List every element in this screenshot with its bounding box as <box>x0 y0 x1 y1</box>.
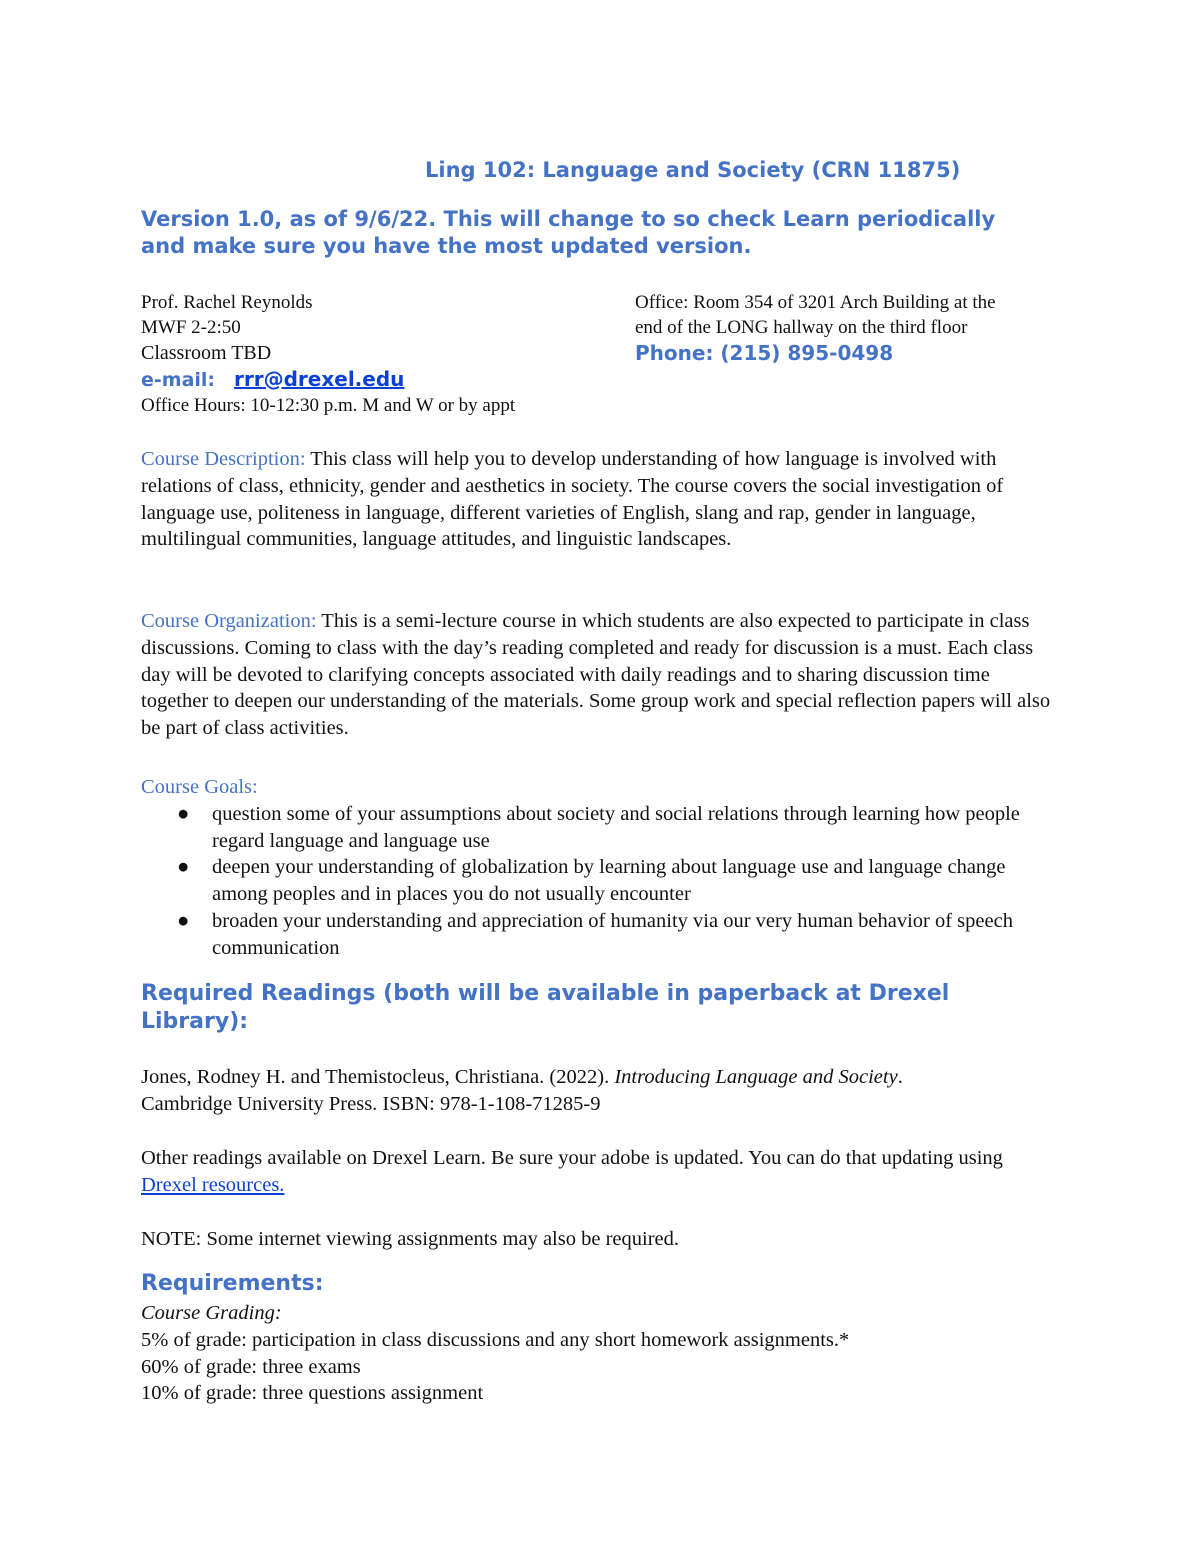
other-readings <box>141 1145 1061 1199</box>
course-description-text: This class will help you to develop understanding of how language is involved with relations of class, ethnicity, gender and aesthetics in society. The course covers the social investigation of language use, politeness in language, different varieties of English, slang and rap, gender in language, multilingual communities, language attitudes, and linguistic landscapes. <box>141 448 1004 551</box>
email-link[interactable]: rrr@drexel.edu <box>234 367 405 391</box>
course-goals <box>141 774 1061 962</box>
required-readings-heading: Required Readings (both will be available in paperback at Drexel Library): <box>141 981 950 1034</box>
grading-item: 5% of grade: participation in class discussions and any short homework assignments.* <box>141 1328 850 1351</box>
citation-authors: Jones, Rodney H. and Themistocleus, Christiana. (2022). <box>141 1066 615 1088</box>
drexel-resources-link[interactable]: Drexel resources. <box>141 1173 285 1196</box>
office-location-line1: Office: Room 354 of 3201 Arch Building at the <box>635 292 996 313</box>
course-goals-list <box>141 801 1061 962</box>
list-item: ● broaden your understanding and appreciation of humanity via our very human behavior of speech communication <box>177 909 1013 959</box>
professor-name: Prof. Rachel Reynolds <box>141 292 313 313</box>
course-description-label: Course Description: <box>141 448 306 470</box>
version-note: Version 1.0, as of 9/6/22. This will change to so check Learn periodically and make sure you have the most updated version. <box>141 207 996 258</box>
course-organization-label: Course Organization: <box>141 610 317 632</box>
office-hours: Office Hours: 10-12:30 p.m. M and W or by appt <box>141 395 516 416</box>
bullet-dot-icon: ● <box>177 909 190 932</box>
bullet-dot-icon: ● <box>177 802 190 825</box>
other-readings-text: Other readings available on Drexel Learn. Be sure your adobe is updated. You can do that updating using <box>141 1147 1003 1169</box>
citation-period: . <box>897 1066 903 1088</box>
requirements-heading: Requirements: <box>141 1271 324 1296</box>
course-grading <box>141 1300 1061 1407</box>
class-schedule: MWF 2-2:50 <box>141 317 241 338</box>
grading-item: 10% of grade: three questions assignment <box>141 1382 484 1405</box>
phone-number: Phone: (215) 895-0498 <box>635 341 894 365</box>
textbook-citation <box>141 1064 1061 1118</box>
email-label: e-mail: <box>141 369 216 391</box>
course-description <box>141 446 1061 553</box>
list-item: ● question some of your assumptions about society and social relations through learning how people regard language and language use <box>177 802 1020 852</box>
citation-publisher: Cambridge University Press. ISBN: 978-1-108-71285-9 <box>141 1092 601 1115</box>
bullet-dot-icon: ● <box>177 856 190 879</box>
citation-title: Introducing Language and Society <box>614 1066 898 1088</box>
course-goals-label: Course Goals: <box>141 776 258 798</box>
readings-note: NOTE: Some internet viewing assignments may also be required. <box>141 1228 680 1250</box>
classroom: Classroom TBD <box>141 342 272 364</box>
course-organization-text: This is a semi-lecture course in which students are also expected to participate in class discussions. Coming to class with the day’s reading completed and ready for discussion is a must. Each class day will be devoted to clarifying concepts associated with daily readings and to sharing discussion time together to deepen our understanding of the materials. Some group work and special reflection papers will also be part of class activities. <box>141 610 1051 740</box>
grading-item: 60% of grade: three exams <box>141 1355 361 1378</box>
office-location-line2: end of the LONG hallway on the third floor <box>635 317 968 338</box>
course-grading-label: Course Grading: <box>141 1302 282 1324</box>
list-item: ● deepen your understanding of globalization by learning about language use and language change among peoples and in places you do not usually encounter <box>177 856 1006 906</box>
contact-right-column <box>635 290 1065 366</box>
email-row <box>141 366 601 393</box>
course-title: Ling 102: Language and Society (CRN 11875) <box>425 158 961 182</box>
contact-left-column <box>141 290 601 418</box>
course-organization <box>141 608 1061 742</box>
